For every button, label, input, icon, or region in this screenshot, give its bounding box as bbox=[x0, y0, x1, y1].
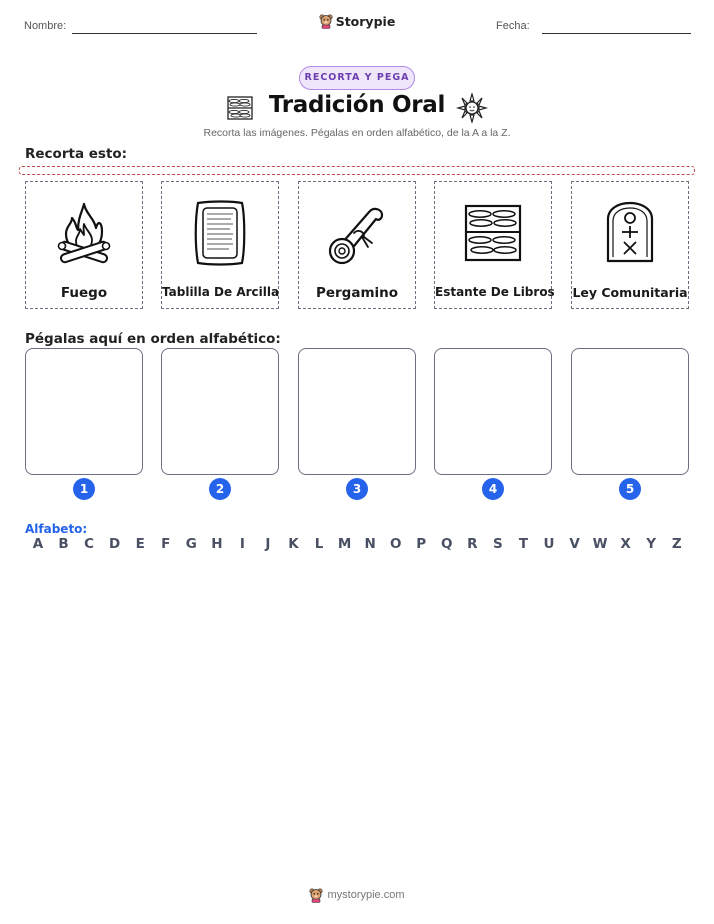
cut-card-label: Pergamino bbox=[315, 285, 399, 301]
footer-url[interactable]: mystorypie.com bbox=[327, 889, 405, 901]
cut-card-ley[interactable] bbox=[571, 181, 689, 309]
alphabet-letter: A bbox=[32, 536, 44, 552]
page-title: Tradición Oral bbox=[268, 92, 446, 118]
paste-heading: Pégalas aquí en orden alfabético: bbox=[25, 331, 281, 347]
cut-line bbox=[19, 166, 695, 175]
cut-card-tablilla[interactable] bbox=[161, 181, 279, 309]
alphabet-letter: K bbox=[288, 536, 299, 552]
alphabet-letter: Z bbox=[671, 536, 682, 552]
name-line[interactable] bbox=[72, 33, 257, 34]
paste-box-2[interactable] bbox=[161, 348, 279, 475]
paste-box-3[interactable] bbox=[298, 348, 416, 475]
alphabet-letter: N bbox=[364, 536, 376, 552]
alphabet-row bbox=[25, 536, 685, 554]
cut-card-fuego[interactable] bbox=[25, 181, 143, 309]
clay-tablet-icon bbox=[192, 199, 248, 267]
alphabet-letter: F bbox=[161, 536, 171, 552]
activity-badge: RECORTA Y PEGA bbox=[299, 66, 415, 90]
paste-box-5[interactable] bbox=[571, 348, 689, 475]
cut-card-label: Ley Comunitaria bbox=[572, 285, 688, 300]
alphabet-letter: E bbox=[135, 536, 145, 552]
bookshelf-icon bbox=[464, 204, 522, 262]
law-tablet-icon bbox=[604, 201, 656, 265]
slot-number: 1 bbox=[73, 478, 95, 500]
alphabet-letter: U bbox=[543, 536, 555, 552]
alphabet-letter: O bbox=[389, 536, 402, 552]
footer bbox=[0, 887, 714, 907]
alphabet-letter: H bbox=[211, 536, 223, 552]
campfire-icon bbox=[52, 198, 116, 268]
bear-icon bbox=[309, 887, 323, 903]
alphabet-letter: T bbox=[518, 536, 529, 552]
alphabet-heading: Alfabeto: bbox=[25, 522, 88, 536]
alphabet-letter: C bbox=[84, 536, 95, 552]
cut-card-estante[interactable] bbox=[434, 181, 555, 309]
cut-card-pergamino[interactable] bbox=[298, 181, 416, 309]
cut-card-label: Estante De Libros bbox=[435, 285, 555, 299]
paste-box-4[interactable] bbox=[434, 348, 552, 475]
cut-card-label: Fuego bbox=[60, 285, 108, 301]
sun-icon bbox=[456, 93, 488, 123]
alphabet-letter: S bbox=[493, 536, 503, 552]
alphabet-letter: P bbox=[416, 536, 427, 552]
alphabet-letter: L bbox=[314, 536, 324, 552]
brand-logo bbox=[0, 13, 714, 33]
slot-number: 5 bbox=[619, 478, 641, 500]
cut-card-label: Tablilla De Arcilla bbox=[162, 285, 280, 299]
alphabet-letter: I bbox=[239, 536, 245, 552]
scroll-icon bbox=[324, 199, 390, 267]
alphabet-letter: Y bbox=[646, 536, 657, 552]
slot-number: 4 bbox=[482, 478, 504, 500]
slot-number: 3 bbox=[346, 478, 368, 500]
slot-number: 2 bbox=[209, 478, 231, 500]
alphabet-letter: X bbox=[620, 536, 631, 552]
date-label: Fecha: bbox=[496, 20, 530, 32]
bear-icon bbox=[319, 13, 333, 29]
brand-name: Storypie bbox=[335, 13, 396, 29]
paste-box-1[interactable] bbox=[25, 348, 143, 475]
alphabet-letter: Q bbox=[441, 536, 453, 552]
cut-heading: Recorta esto: bbox=[25, 146, 128, 162]
alphabet-letter: G bbox=[185, 536, 197, 552]
date-line[interactable] bbox=[542, 33, 691, 34]
instructions: Recorta las imágenes. Pégalas en orden alfabético, de la A a la Z. bbox=[203, 127, 511, 139]
name-label: Nombre: bbox=[24, 20, 67, 32]
alphabet-letter: V bbox=[569, 536, 580, 552]
alphabet-letter: D bbox=[109, 536, 121, 552]
alphabet-letter: R bbox=[467, 536, 478, 552]
alphabet-letter: W bbox=[592, 536, 608, 552]
alphabet-letter: M bbox=[337, 536, 352, 552]
alphabet-letter: J bbox=[265, 536, 271, 552]
alphabet-letter: B bbox=[58, 536, 69, 552]
